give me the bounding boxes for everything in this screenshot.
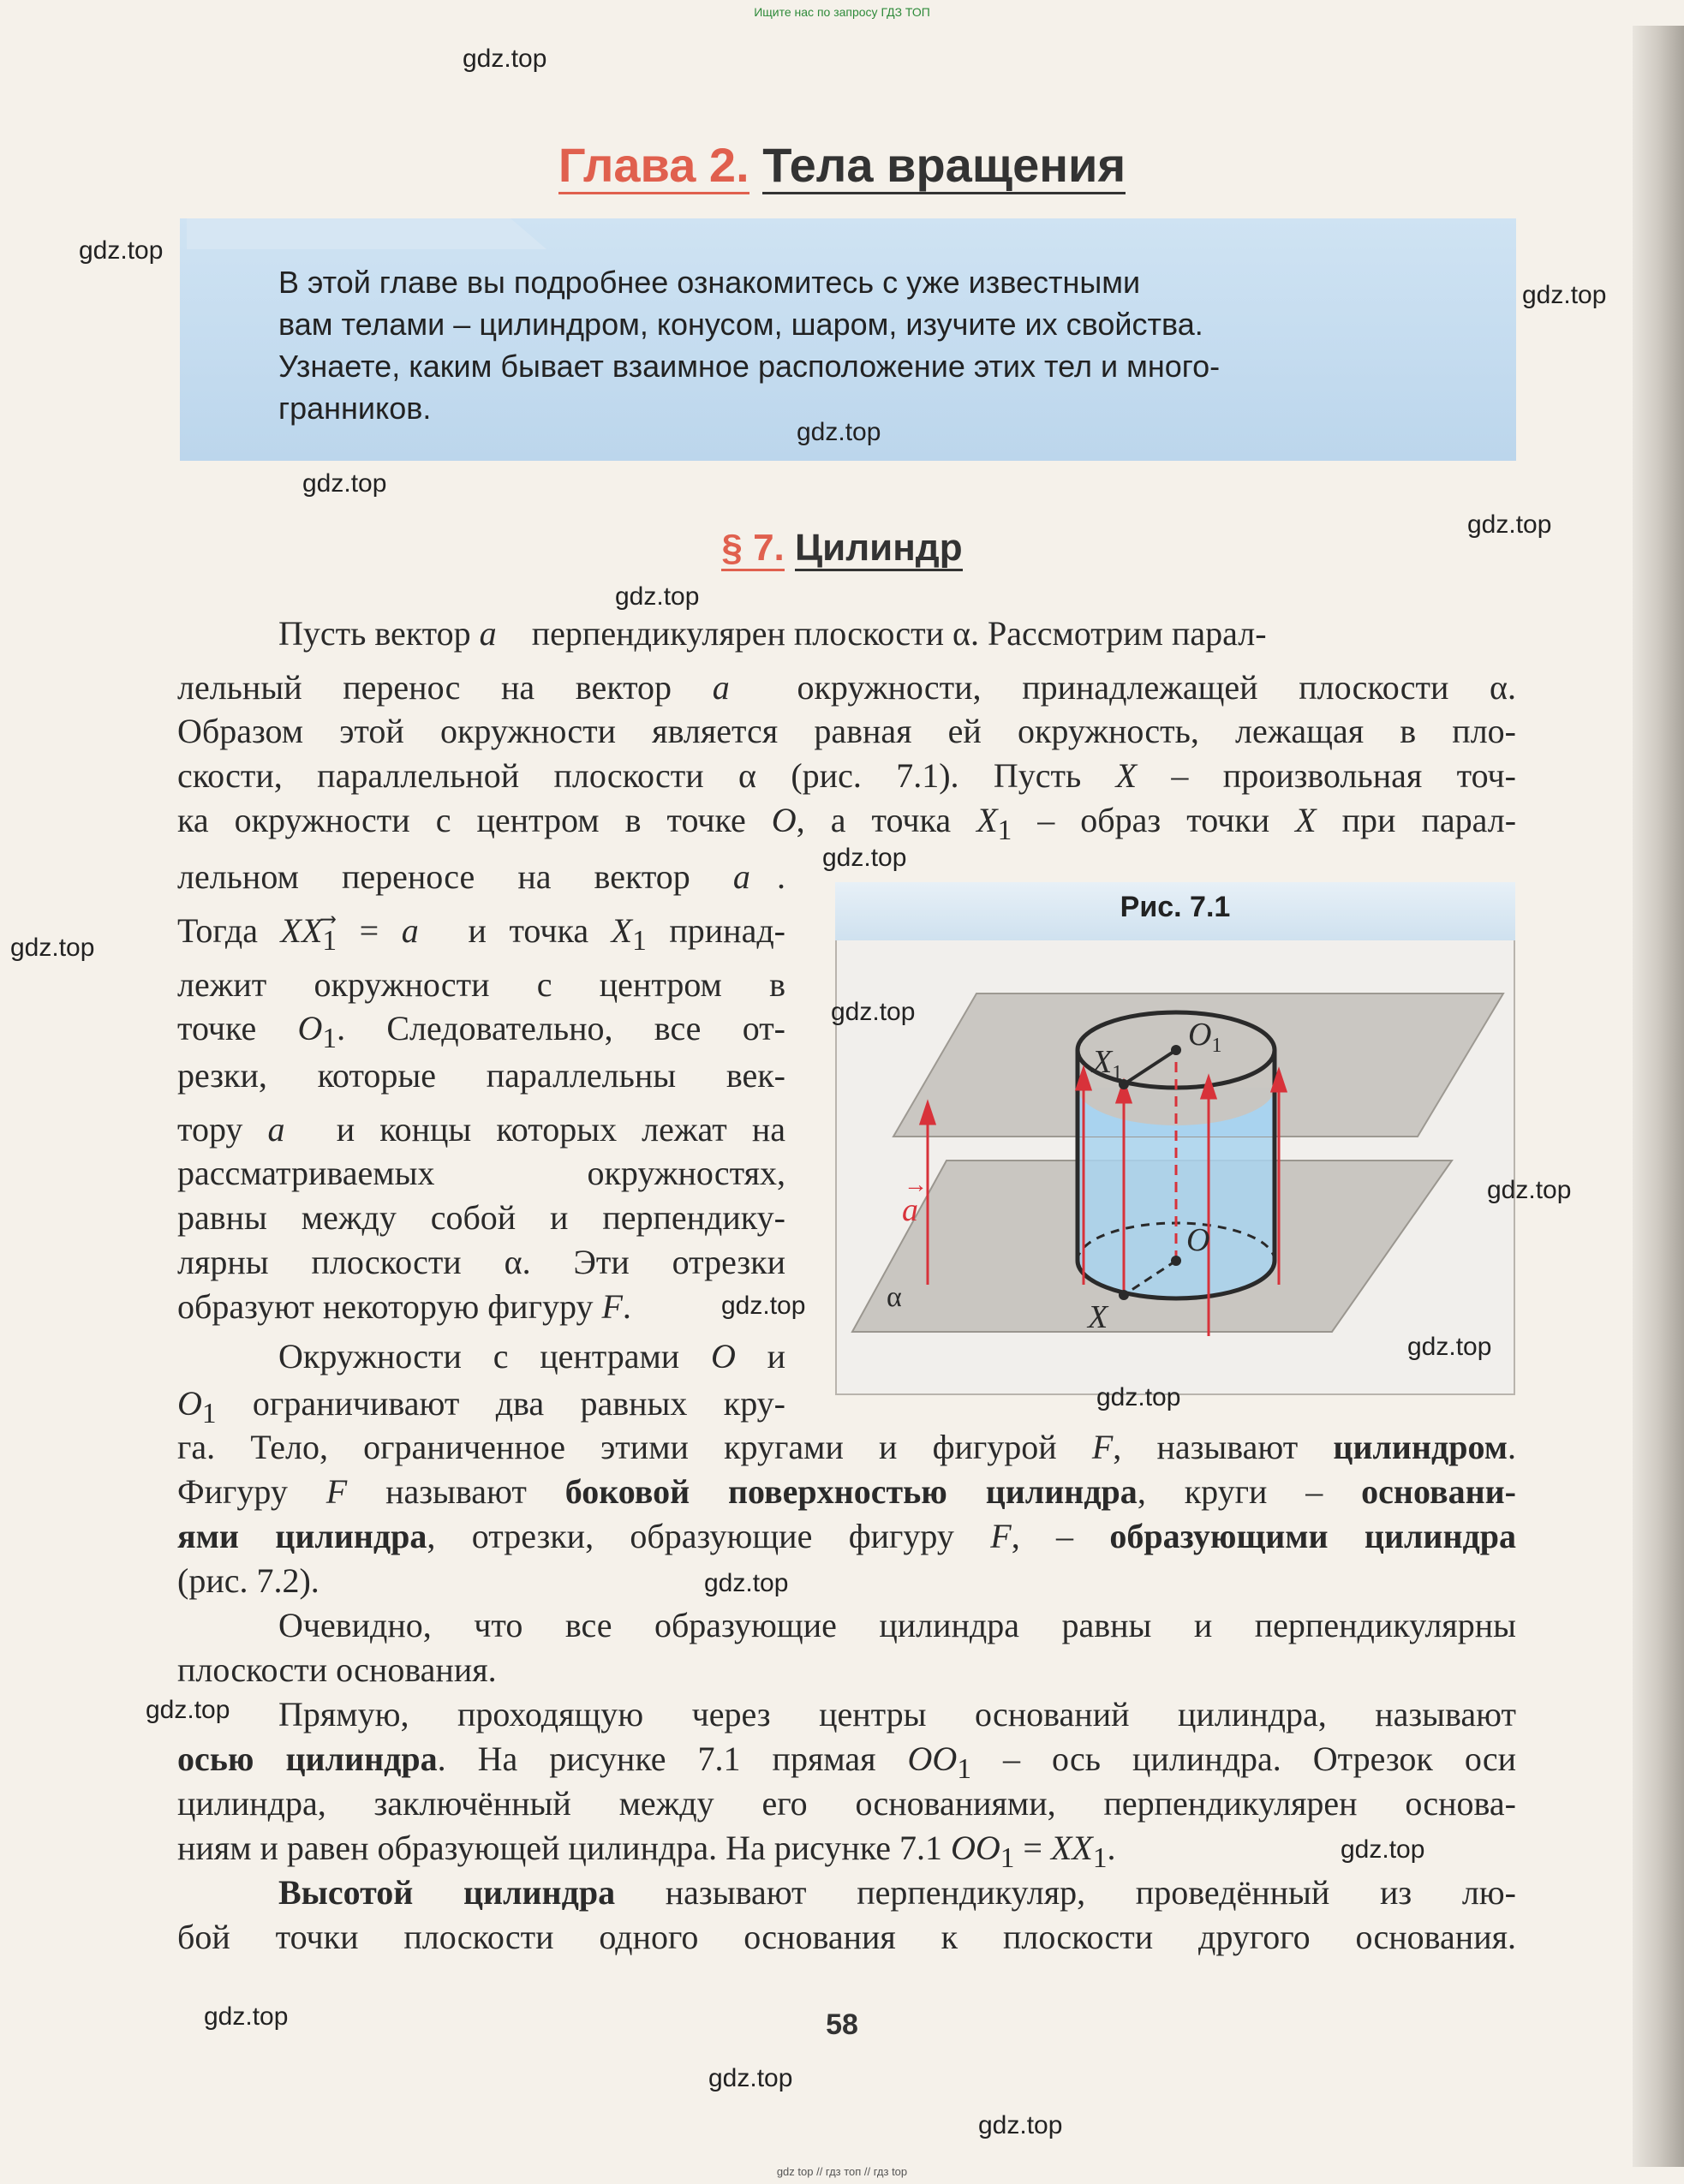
- intro-line: Узнаете, каким бывает взаимное расположение этих тел и много-: [278, 349, 1221, 384]
- text-line: лежит окружности с центром в: [177, 965, 785, 1004]
- text-line: ями цилиндра, отрезки, образующие фигуру F, – образующими цилиндра: [177, 1517, 1517, 1555]
- watermark: gdz.top: [978, 2111, 1063, 2139]
- text-line: лельном переносе на вектор a⃗.: [177, 857, 785, 896]
- watermark: gdz.top: [1341, 1835, 1425, 1864]
- text-line: Очевидно, что все образующие цилиндра равны и перпендикулярны: [278, 1606, 1516, 1644]
- watermark: gdz.top: [708, 2064, 793, 2092]
- label-vector-a: a: [902, 1192, 918, 1228]
- intro-box-tab: [187, 218, 546, 249]
- figure-title: Рис. 7.1: [1120, 891, 1231, 923]
- page-number: 58: [826, 2008, 858, 2041]
- text-line: Тогда $XX_1⃗$ = a⃗ и точка $X_1$ принад-: [177, 911, 785, 957]
- watermark: gdz.top: [79, 236, 164, 265]
- watermark: gdz.top: [204, 2002, 289, 2031]
- text-line: Окружности с центрами O и: [278, 1337, 785, 1375]
- watermark: gdz.top: [302, 469, 387, 498]
- chapter-title: Тела вращения: [762, 138, 1126, 194]
- text-line: резки, которые параллельны век-: [177, 1056, 785, 1095]
- text-line: бой точки плоскости одного основания к плоскости другого основания.: [177, 1918, 1516, 1956]
- intro-text: [278, 261, 1418, 429]
- text-line: (рис. 7.2).: [177, 1561, 319, 1600]
- text-line: лельный перенос на вектор a⃗ окружности, принадлежащей плоскости α.: [177, 668, 1516, 707]
- text-line: плоскости основания.: [177, 1650, 497, 1689]
- watermark: gdz.top: [1467, 510, 1552, 539]
- watermark: gdz.top: [146, 1696, 230, 1724]
- label-x1: $X_1$: [1092, 1044, 1123, 1084]
- text-line: ка окружности с центром в точке O, а точка $X_1$ – образ точки X при парал-: [177, 801, 1517, 846]
- watermark: gdz.top: [1407, 1333, 1492, 1361]
- text-line: осью цилиндра. На рисунке 7.1 прямая $OO_1$ – ось цилиндра. Отрезок оси: [177, 1739, 1517, 1785]
- watermark: gdz.top: [831, 998, 916, 1026]
- text-line: скости, параллельной плоскости α (рис. 7.1). Пусть X – произвольная точ-: [177, 756, 1516, 795]
- watermark: gdz.top: [615, 582, 700, 611]
- text-line: лярны плоскости α. Эти отрезки: [177, 1243, 785, 1281]
- section-title: Цилиндр: [795, 527, 963, 571]
- watermark: gdz.top: [10, 934, 95, 962]
- text-line: рассматриваемых окружностях,: [177, 1154, 785, 1192]
- section-number: § 7.: [721, 527, 784, 571]
- text-line: Пусть вектор a⃗ перпендикулярен плоскости α. Рассмотрим парал-: [278, 614, 1267, 653]
- watermark: gdz.top: [704, 1569, 789, 1597]
- section-heading: [0, 527, 1684, 570]
- label-o1: $O_1$: [1188, 1017, 1222, 1057]
- watermark: gdz.top: [463, 45, 547, 73]
- intro-line: В этой главе вы подробнее ознакомитесь с уже известными: [278, 265, 1141, 300]
- text-line: Прямую, проходящую через центры оснований цилиндра, называют: [278, 1695, 1516, 1733]
- text-line: образуют некоторую фигуру F.: [177, 1287, 631, 1326]
- intro-line: гранников.: [278, 391, 432, 426]
- chapter-number: Глава 2.: [558, 138, 749, 194]
- label-o: O: [1186, 1222, 1210, 1258]
- watermark: gdz.top: [1522, 281, 1607, 309]
- intro-line: вам телами – цилиндром, конусом, шаром, изучите их свойства.: [278, 307, 1203, 342]
- text-line: равны между собой и перпендику-: [177, 1198, 785, 1237]
- watermark: gdz.top: [797, 418, 881, 446]
- watermark: gdz.top: [1096, 1383, 1181, 1411]
- text-line: тору a⃗ и концы которых лежат на: [177, 1110, 785, 1149]
- cylinder-figure: [835, 942, 1515, 1387]
- label-alpha: α: [887, 1281, 902, 1313]
- text-line: точке $O_1$. Следовательно, все от-: [177, 1009, 785, 1054]
- watermark: gdz.top: [822, 844, 907, 872]
- watermark: gdz.top: [1487, 1176, 1572, 1204]
- text-line: цилиндра, заключённый между его основаниями, перпендикулярен основа-: [177, 1784, 1516, 1823]
- text-line: Образом этой окружности является равная ей окружность, лежащая в пло-: [177, 712, 1516, 750]
- svg-text:→: →: [904, 1172, 928, 1198]
- top-banner: Ищите нас по запросу ГДЗ ТОП: [754, 5, 930, 19]
- text-line: $O_1$ ограничивают два равных кру-: [177, 1384, 785, 1429]
- text-line: ниям и равен образующей цилиндра. На рисунке 7.1 $OO_1 = XX_1$.: [177, 1829, 1116, 1874]
- text-line: Фигуру F называют боковой поверхностью цилиндра, круги – основани-: [177, 1472, 1516, 1511]
- bottom-banner: gdz top // гдз топ // гдз top: [776, 2165, 908, 2178]
- page-edge: [1633, 26, 1684, 2167]
- label-x: X: [1088, 1299, 1108, 1335]
- watermark: gdz.top: [721, 1292, 806, 1320]
- chapter-heading: [0, 137, 1684, 193]
- text-line: Высотой цилиндра называют перпендикуляр, проведённый из лю-: [278, 1873, 1516, 1912]
- text-line: га. Тело, ограниченное этими кругами и фигурой F, называют цилиндром.: [177, 1428, 1516, 1466]
